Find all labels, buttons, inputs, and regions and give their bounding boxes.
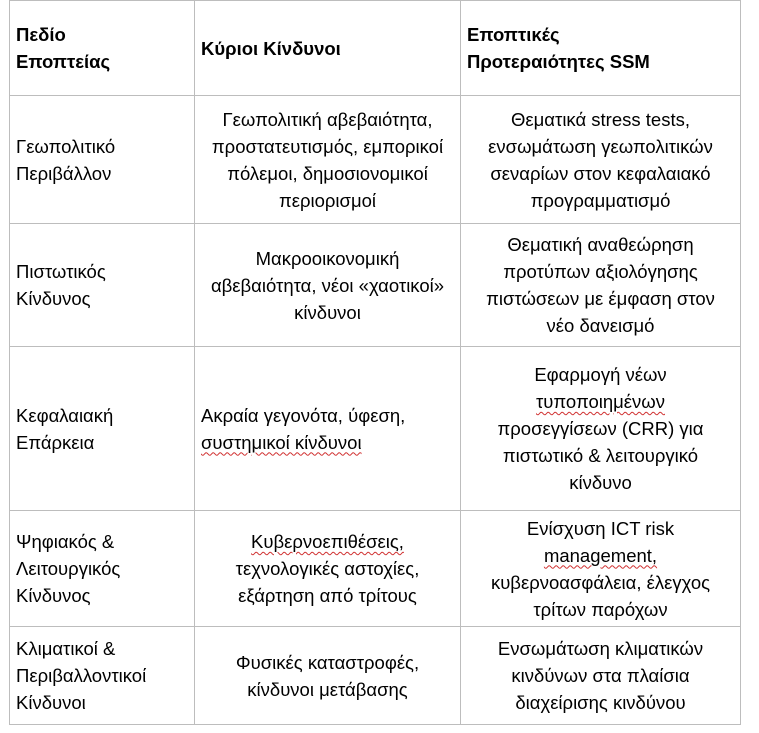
domain-line: Επάρκεια: [16, 431, 95, 453]
priorities-line: management,: [543, 544, 658, 566]
table-row: [10, 224, 741, 347]
risks-line: Φυσικές καταστροφές,: [235, 651, 420, 673]
header-risks-line-1: Κύριοι Κίνδυνοι: [201, 37, 341, 59]
domain-line: Περιβαλλοντικοί: [16, 665, 147, 686]
risks-line: τεχνολογικές αστοχίες,: [235, 558, 420, 579]
domain-cell: [10, 224, 195, 347]
priorities-cell: [461, 511, 741, 627]
risks-line: Μακροοικονομική: [255, 247, 400, 269]
priorities-line: διαχείρισης κινδύνου: [515, 692, 686, 713]
risks-line: αβεβαιότητα, νέοι «χαοτικοί»: [210, 274, 445, 296]
risks-line: προστατευτισμός, εμπορικοί: [211, 135, 444, 157]
priorities-line: κυβερνοασφάλεια, έλεγχος: [490, 571, 711, 593]
priorities-line: Ενσωμάτωση κλιματικών: [497, 638, 704, 659]
domain-line: Κεφαλαιακή: [16, 404, 114, 426]
risks-cell: [195, 224, 461, 347]
priorities-line: προσεγγίσεων (CRR) για: [497, 418, 704, 439]
priorities-cell: [461, 347, 741, 511]
priorities-line: κίνδυνο: [569, 472, 632, 493]
table-row: [10, 96, 741, 224]
priorities-line: πιστωτικό & λειτουργικό: [502, 445, 699, 466]
priorities-line: κινδύνων στα πλαίσια: [511, 665, 690, 686]
risks-line: κίνδυνοι μετάβασης: [247, 678, 408, 700]
supervision-table: [9, 0, 741, 725]
priorities-line: πιστώσεων με έμφαση στον: [486, 288, 715, 309]
priorities-line: Θεματική αναθεώρηση: [507, 234, 694, 255]
domain-line: Ψηφιακός &: [16, 531, 115, 552]
risks-cell: [195, 96, 461, 224]
header-domain-line-2: Εποπτείας: [16, 51, 111, 72]
risks-cell: [195, 511, 461, 627]
table-row: [10, 347, 741, 511]
domain-cell: [10, 347, 195, 511]
domain-line: Κίνδυνος: [16, 288, 91, 309]
domain-line: Κίνδυνοι: [16, 692, 86, 713]
priorities-line: σεναρίων στον κεφαλαιακό: [490, 162, 711, 184]
risks-cell: [195, 627, 461, 725]
header-cell-priorities: [461, 1, 741, 96]
risks-line: εξάρτηση από τρίτους: [238, 585, 417, 606]
header-domain-line-1: Πεδίο: [16, 24, 66, 45]
risks-line: Ακραία γεγονότα, ύφεση,: [201, 404, 406, 426]
domain-cell: [10, 96, 195, 224]
risks-line: κίνδυνοι: [294, 301, 361, 323]
priorities-line: Εφαρμογή νέων: [534, 364, 667, 385]
priorities-cell: [461, 96, 741, 224]
table-row: [10, 511, 741, 627]
domain-line: Κλιματικοί &: [16, 638, 116, 659]
priorities-line: ενσωμάτωση γεωπολιτικών: [488, 135, 713, 157]
priorities-cell: [461, 224, 741, 347]
domain-line: Περιβάλλον: [16, 162, 112, 184]
domain-line: Λειτουργικός: [16, 558, 121, 579]
domain-line: Γεωπολιτικό: [16, 135, 116, 157]
header-cell-domain: [10, 1, 195, 96]
header-priorities-line-1: Εποπτικές: [467, 24, 560, 45]
risks-line: πόλεμοι, δημοσιονομικοί: [227, 162, 428, 184]
priorities-line: Ενίσχυση ICT risk: [526, 517, 675, 539]
risks-line: περιορισμοί: [278, 189, 377, 211]
priorities-line: προτύπων αξιολόγησης: [503, 261, 698, 282]
table-row: [10, 627, 741, 725]
priorities-line: τυποποιημένων: [536, 391, 665, 412]
risks-cell: [195, 347, 461, 511]
header-row: [10, 1, 741, 96]
priorities-line: τρίτων παρόχων: [533, 598, 668, 620]
priorities-cell: [461, 627, 741, 725]
domain-cell: [10, 627, 195, 725]
priorities-line: προγραμματισμό: [530, 189, 671, 211]
priorities-line: νέο δανεισμό: [546, 315, 655, 336]
priorities-line: Θεματικά stress tests,: [511, 108, 690, 130]
risks-line: συστημικοί κίνδυνοι: [201, 431, 362, 453]
domain-line: Πιστωτικός: [16, 261, 106, 282]
risks-line: Κυβερνοεπιθέσεις,: [251, 531, 404, 552]
header-priorities-line-2: Προτεραιότητες SSM: [467, 51, 650, 72]
risks-line: Γεωπολιτική αβεβαιότητα,: [222, 108, 433, 130]
domain-cell: [10, 511, 195, 627]
header-cell-risks: [195, 1, 461, 96]
domain-line: Κίνδυνος: [16, 585, 91, 606]
